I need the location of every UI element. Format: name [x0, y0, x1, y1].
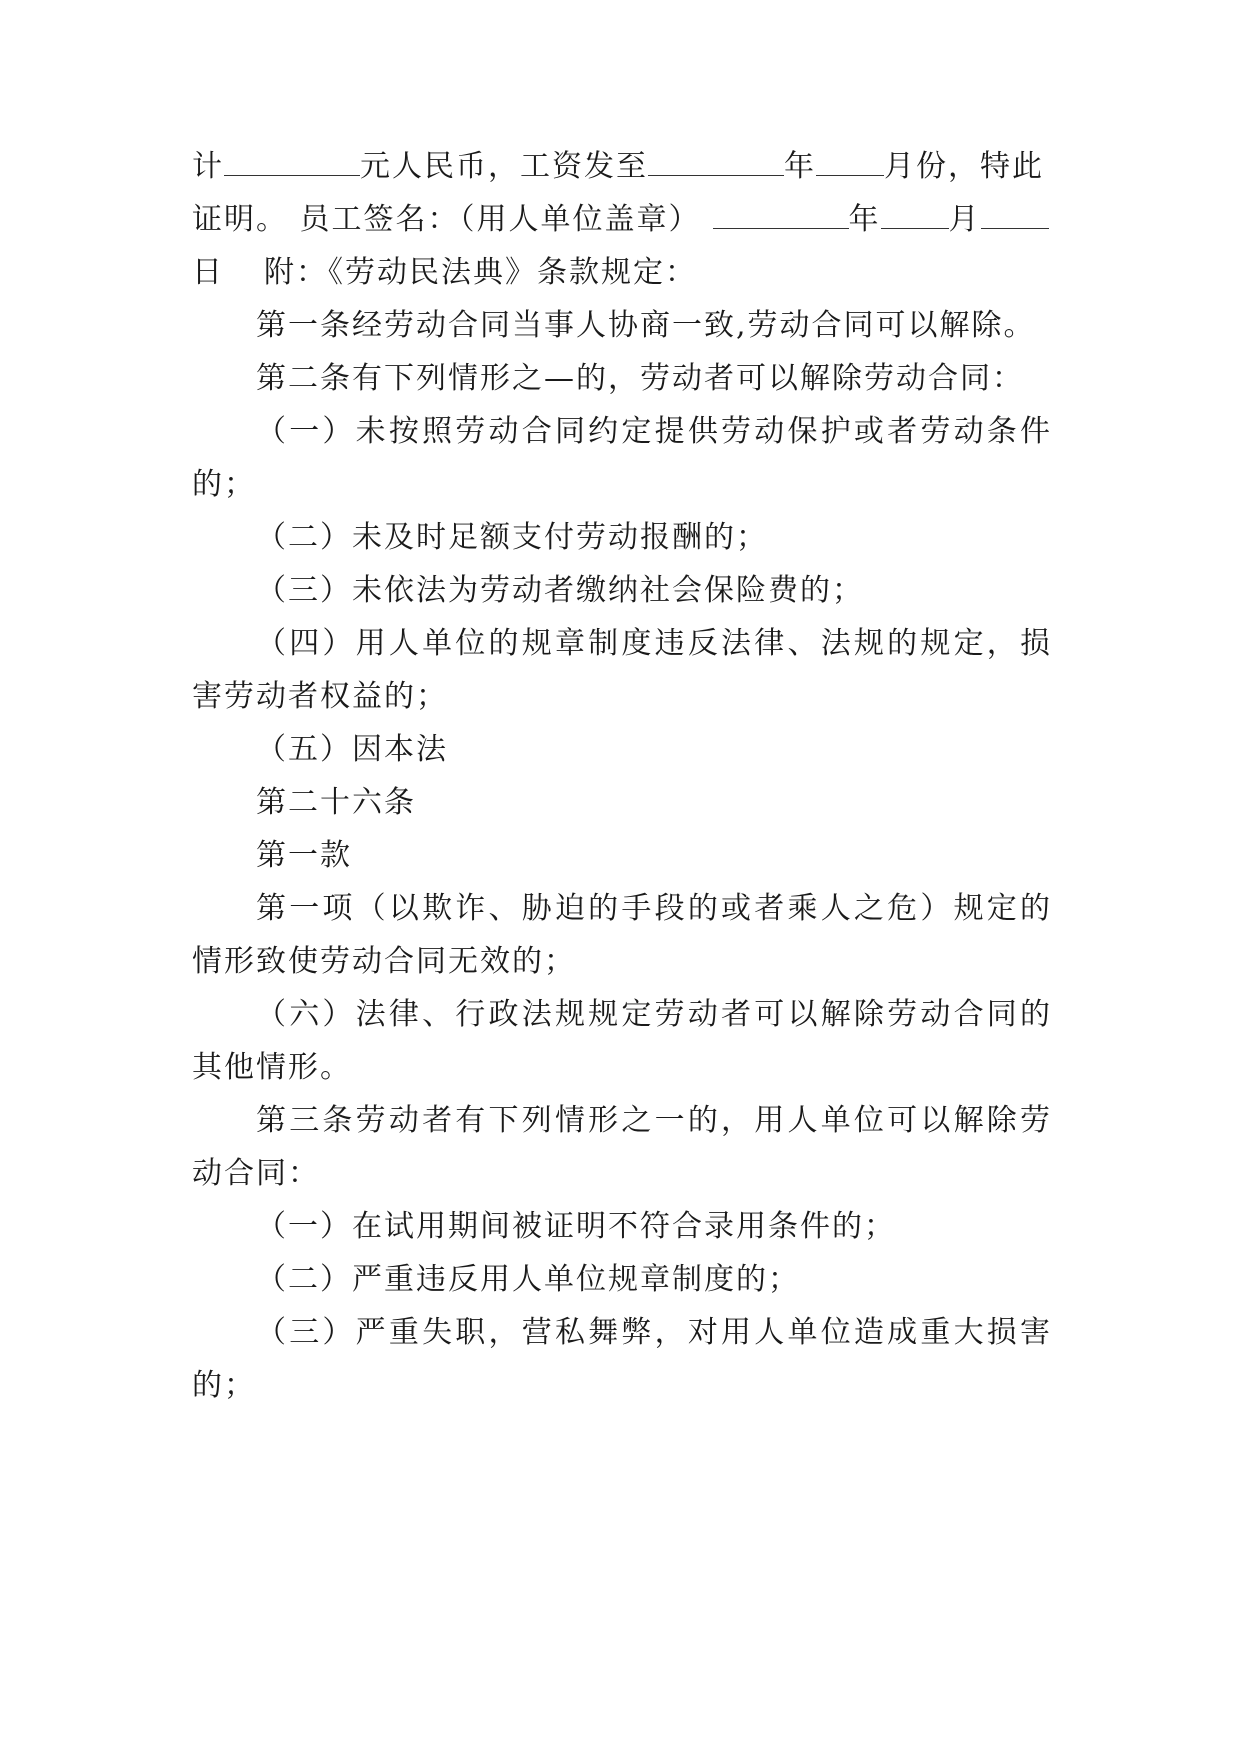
- list-item-2-4-cont: 害劳动者权益的；: [192, 679, 448, 714]
- list-item-3-2: （二）严重违反用人单位规章制度的；: [256, 1262, 800, 1297]
- text-fragment: 月份，特此: [884, 149, 1044, 184]
- text-fragment: 年: [784, 149, 816, 184]
- list-item-2-5: （五）因本法: [256, 732, 448, 767]
- list-item-2-6: （六）法律、行政法规规定劳动者可以解除劳动合同的: [256, 997, 1052, 1032]
- list-item-2-1-cont: 的；: [192, 467, 256, 502]
- paragraph-article-3: 第三条劳动者有下列情形之一的，用人单位可以解除劳: [256, 1103, 1052, 1138]
- paragraph-article-3-cont: 动合同：: [192, 1156, 320, 1191]
- list-item-2-2: （二）未及时足额支付劳动报酬的；: [256, 520, 768, 555]
- list-item-3-3-cont: 的；: [192, 1368, 256, 1403]
- reference-clause-1: 第一款: [256, 838, 352, 873]
- fill-blank-sign-year: [713, 200, 849, 229]
- fill-blank-sign-month: [881, 200, 949, 229]
- list-item-2-6-cont: 其他情形。: [192, 1050, 352, 1085]
- appendix-heading: 附：《劳动民法典》条款规定：: [264, 255, 697, 290]
- fill-blank-amount: [224, 147, 360, 176]
- text-line-wage-amount: [192, 147, 1052, 187]
- paragraph-article-2: 第二条有下列情形之—的，劳动者可以解除劳动合同：: [256, 361, 1024, 396]
- list-item-3-1: （一）在试用期间被证明不符合录用条件的；: [256, 1209, 896, 1244]
- fill-blank-year: [648, 147, 784, 176]
- list-item-3-3: （三）严重失职，营私舞弊，对用人单位造成重大损害: [256, 1315, 1052, 1350]
- text-fragment: 计: [192, 149, 224, 184]
- text-fragment: 年: [848, 202, 881, 237]
- list-item-2-1: （一）未按照劳动合同约定提供劳动保护或者劳动条件: [256, 414, 1052, 449]
- fill-blank-sign-day: [981, 200, 1049, 229]
- reference-item-1-cont: 情形致使劳动合同无效的；: [192, 944, 576, 979]
- text-line-signature: [192, 200, 1052, 240]
- text-fragment: 日: [192, 255, 224, 290]
- reference-item-1: 第一项（以欺诈、胁迫的手段的或者乘人之危）规定的: [256, 891, 1052, 926]
- text-fragment: 证明。 员工签名：（用人单位盖章）: [192, 202, 701, 237]
- text-line-appendix: [192, 253, 1052, 293]
- paragraph-article-1: 第一条经劳动合同当事人协商一致,劳动合同可以解除。: [256, 308, 1036, 343]
- list-item-2-3: （三）未依法为劳动者缴纳社会保险费的；: [256, 573, 864, 608]
- fill-blank-month: [816, 147, 884, 176]
- text-fragment: 元人民币，工资发至: [360, 149, 648, 184]
- text-fragment: 月: [948, 202, 981, 237]
- reference-article-26: 第二十六条: [256, 785, 416, 820]
- list-item-2-4: （四）用人单位的规章制度违反法律、法规的规定，损: [256, 626, 1052, 661]
